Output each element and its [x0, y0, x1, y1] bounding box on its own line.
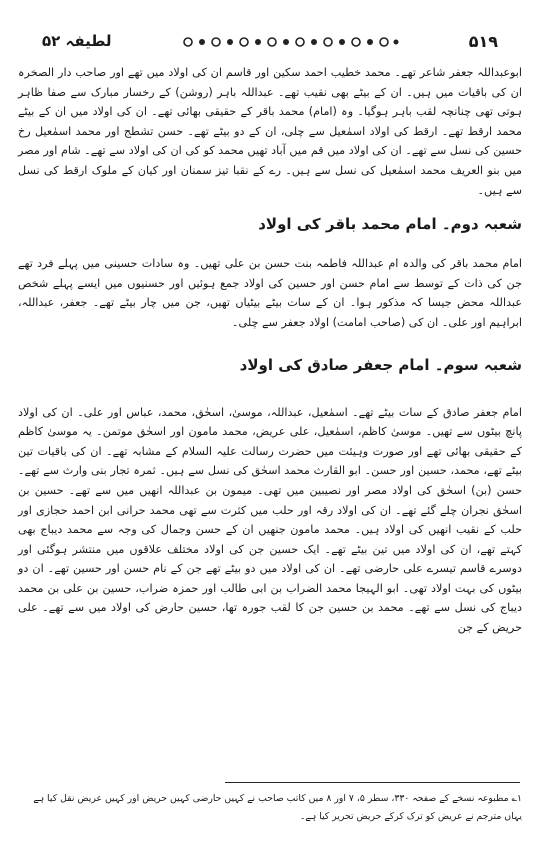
footnote: ۱؎ مطبوعہ نسخے کے صفحہ ۳۳۰، سطر ۵، ۷ اور ۸ میں کاتب صاحب نے کہیں حارضی کہیں حریض اور کہیں عریض نقل کیا ہے یہاں مترجم نے عریض کو ترک کرکے حریض تحریر کیا ہے۔ [33, 793, 522, 822]
footnote-divider [225, 782, 520, 783]
section-heading-imam-baqir: شعبہ دوم۔ امام محمد باقر کی اولاد [258, 215, 522, 234]
section3-paragraph: امام جعفر صادق کے سات بیٹے تھے۔ اسمٰعیل، عبداللہ، موسیٰ، اسحٰق، محمد، عباس اور علی۔ ان کی اولاد پانچ بیٹوں سے تھیں۔ موسیٰ کاظم، اسمٰعیل، علی عریض، محمد مامون اور اسحٰق موتمن۔ یہ موسیٰ کاظم کے حقیقی بھائی تھے اور صورت وہیئت میں حضرت رسالت علیہ السلام کے مشابہ تھے۔ ان کی باقیات تین بیٹے تھے، محمد، حسین اور حسن۔ ابو القارث محمد اسحٰق کی نسل سے ہیں۔ ثمرہ تجار بنی وارث سے تھے۔ حسن (بن) اسحٰق کی اولاد مصر اور نصیبین میں تھی۔ میمون بن عبداللہ انھیں میں سے تھے۔ حسین بن اسحٰق نجران چلے گئے تھے۔ ان کی اولاد رقہ اور حلب میں کثرت سے تھی محمد حرانی ابن احمد حجازی اور حلب کے نقیب انھیں کی اولاد ہیں۔ محمد مامون جنھیں ان کے حسن وجمال کی وجہ سے محمد دیباج بھی کہتے تھے، ان کی اولاد میں تین بیٹے تھے۔ ایک حسین جن کی اولاد مختلف علاقوں میں منتشر ہوگئی اور دوسرے قاسم تیسرے علی حارضی تھے۔ ان کی اولاد میں دو بیٹے تھے جن کے نام حسن اور حسین تھے۔ ان دو بیٹوں کی بہت اولاد تھی۔ ابو الہیجا محمد الضراب بن ابی طالب اور حمزہ ضراب، حسین بن علی بن محمد دیباج کی نسل سے تھے۔ محمد بن حسین جن کا لقب جورہ تھا، حسین حارض کی اولاد میں سے تھے۔ علی حریض کے جن [18, 405, 522, 635]
page-body [18, 63, 522, 638]
running-title: لطیفہ ۵۲ [42, 32, 112, 50]
section-heading-imam-jafar: شعبہ سوم۔ امام جعفر صادق کی اولاد [239, 355, 522, 374]
page-header [20, 30, 520, 50]
ornamental-border-icon [180, 36, 400, 48]
page-number: ۵۱۹ [468, 32, 498, 51]
intro-paragraph: ابوعبداللہ جعفر شاعر تھے۔ محمد خطیب احمد سکین اور قاسم ان کی اولاد میں تھے اور صاحب دار الصخرہ ان کی باقیات میں ہیں۔ ان کے بیٹے بھی نقیب تھے۔ عبداللہ باہر (روشن) کے رخسار مبارک سے صفا ظاہر ہوتی تھی چنانچہ لقب باہر ہوگیا۔ وہ (امام) محمد باقر کے حقیقی بھائی تھے۔ ان کی اولاد میں ان کے بیٹے محمد ارقط تھے۔ ارقط کی اولاد اسمٰعیل سے چلی، ان کے دو بیٹے تھے۔ حسن تشطج اور محمد اسمٰعیل رخ حسین کی نسل سے تھے۔ ان کی اولاد میں قم میں آباد تھیں محمد کو کی ان کی اولاد سے تھے۔ شام اور مصر میں بنو العریف محمد اسمٰعیل کی نسل سے ہیں۔ رے کے نقبا تیز سمنان اور کیان کے ملوک ارقط کی نسل سے ہیں۔ [18, 66, 522, 197]
section2-paragraph: امام محمد باقر کی والدہ ام عبداللہ فاطمہ بنت حسن بن علی تھیں۔ وہ سادات حسینی میں پہلے فرد تھے جن کی ذات کے توسط سے امام حسن اور حسین کی اولاد جمع ہوئیں اور حسنیوں میں ایسے پہلے شخص عبداللہ محض جیسا کہ مذکور ہوا۔ ان کے سات بیٹے بیٹیاں تھیں، جن میں چار بیٹے تھے۔ جعفر، عبداللہ، ابراہیم اور علی۔ ان کی (صاحب امامت) اولاد جعفر سے چلی۔ [18, 257, 522, 329]
